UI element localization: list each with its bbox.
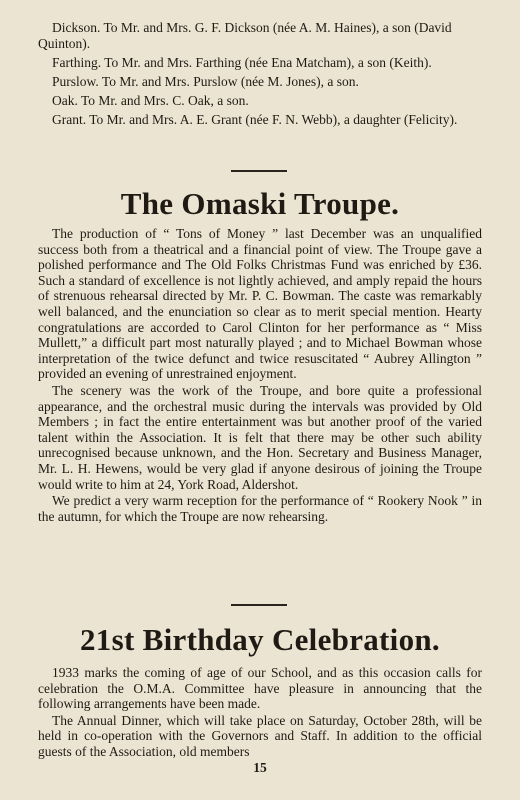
page-number: 15 <box>253 760 267 775</box>
article-paragraph: We predict a very warm reception for the performance of “ Rookery Nook ” in the autumn, for which the Troupe are now rehearsing. <box>38 493 482 524</box>
section-heading-omaski-troupe: The Omaski Troupe. <box>120 186 400 221</box>
birth-entry: Purslow. To Mr. and Mrs. Purslow (née M. Jones), a son. <box>52 74 359 89</box>
birth-entry: Grant. To Mr. and Mrs. A. E. Grant (née F. N. Webb), a daughter (Felicity). <box>52 112 458 127</box>
births-announcements <box>38 20 482 131</box>
section-heading-birthday-celebration: 21st Birthday Celebration. <box>80 622 440 657</box>
birth-entry: Dickson. To Mr. and Mrs. G. F. Dickson (née A. M. Haines), a son (David Quinton). <box>38 20 452 51</box>
article-paragraph: 1933 marks the coming of age of our School, and as this occasion calls for celebration the O.M.A. Committee have pleasure in announcing that the following arrangements have been made. <box>38 665 482 712</box>
omaski-troupe-article <box>38 226 482 525</box>
article-paragraph: The production of “ Tons of Money ” last December was an unqualified success both from a theatrical and a financial point of view. The Troupe gave a polished performance and The Old Folks Christmas Fund was enriched by £36. Such a standard of excellence is not lightly achieved, and amply repaid the hours of strenuous rehearsal directed by Mr. P. C. Bowman. The caste was remarkably well balanced, and the enunciation so clear as to merit special mention. Hearty congratulations are accorded to Carol Clinton for her performance as “ Miss Mullett,” a difficult part most naturally played ; and to Michael Bowman whose interpretation of the twice defunct and twice resuscitated “ Aubrey Allington ” provided an evening of unrestrained enjoyment. <box>38 226 482 382</box>
article-paragraph: The scenery was the work of the Troupe, and bore quite a professional appearance, and the orchestral music during the intervals was provided by Old Members ; in fact the entire entertainment was but another proof of the varied talent within the Association. It is felt that there may be other such ability unrecognised because unknown, and the Hon. Secretary and Business Manager, Mr. L. H. Hewens, would be very glad if anyone desirous of joining the Troupe would write to him at 24, York Road, Aldershot. <box>38 382 482 492</box>
birthday-celebration-article <box>38 665 482 761</box>
birth-entry: Oak. To Mr. and Mrs. C. Oak, a son. <box>52 93 249 108</box>
article-paragraph: The Annual Dinner, which will take place on Saturday, October 28th, will be held in co-operation with the Governors and Staff. In addition to the official guests of the Association, old members <box>38 712 482 759</box>
birth-entry: Farthing. To Mr. and Mrs. Farthing (née Ena Matcham), a son (Keith). <box>52 55 432 70</box>
section-divider <box>231 604 287 606</box>
section-divider <box>231 170 287 172</box>
